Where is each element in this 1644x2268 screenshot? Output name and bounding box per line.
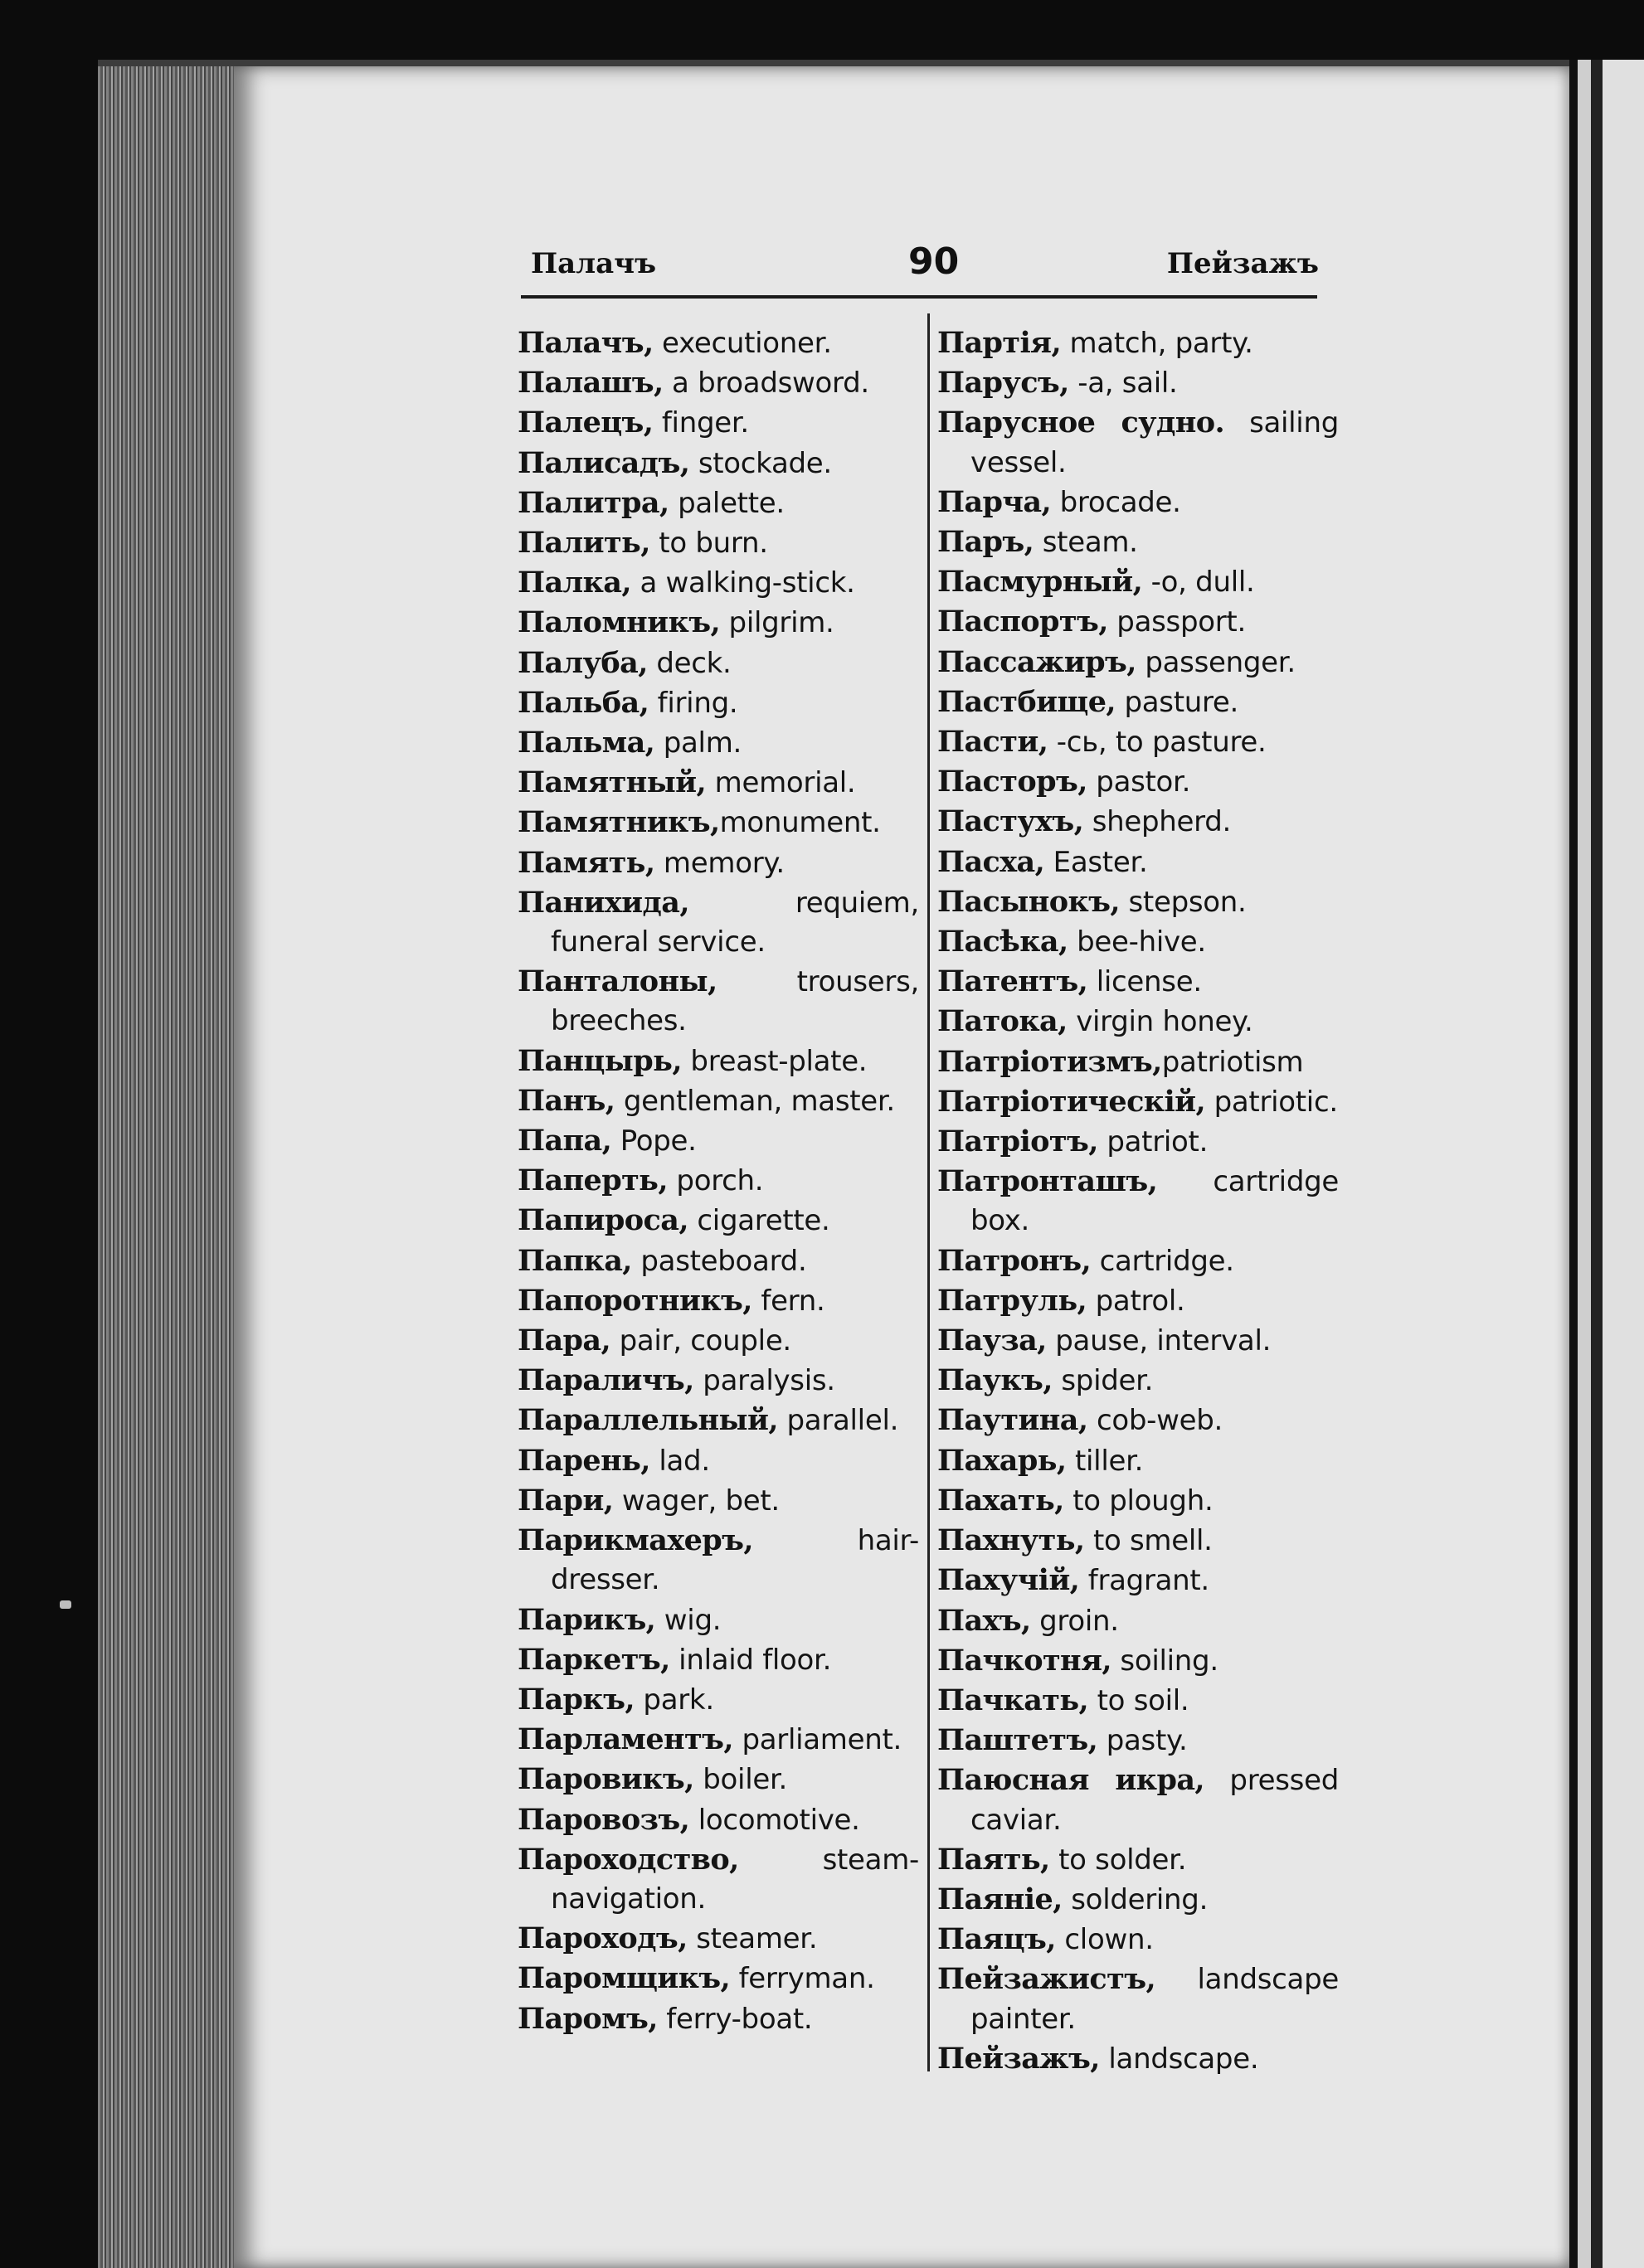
entry-headword: Памятный,: [518, 765, 707, 800]
dictionary-entry: [937, 1321, 1339, 1361]
dictionary-entry: [937, 1760, 1339, 1839]
dictionary-entry: [518, 1521, 919, 1600]
dictionary-entry: [518, 1161, 919, 1201]
entry-translation: bee-hive.: [1068, 925, 1206, 959]
entry-headword: Папироса,: [518, 1203, 688, 1238]
entry-headword: Патентъ,: [937, 964, 1088, 999]
dictionary-entry: [937, 1721, 1339, 1760]
entry-translation: ferryman.: [730, 1962, 875, 1996]
entry-headword: Палисадъ,: [518, 445, 690, 480]
entry-headword: Паромщикъ,: [518, 1961, 731, 1996]
dictionary-entry: [937, 1281, 1339, 1321]
dictionary-entry: [518, 643, 919, 683]
entry-translation: to soil.: [1088, 1683, 1189, 1717]
page-edges: [98, 66, 239, 2268]
dictionary-entry: [518, 403, 919, 443]
entry-translation: tiller.: [1066, 1444, 1144, 1478]
entry-translation: inlaid floor.: [669, 1643, 832, 1677]
entry-headword: Пасѣка,: [937, 925, 1068, 959]
entry-headword: Парень,: [518, 1443, 650, 1478]
dictionary-entry: [937, 1441, 1339, 1481]
dictionary-entry: [518, 1760, 919, 1799]
entry-headword: Пахъ,: [937, 1603, 1031, 1638]
entry-headword: Палитра,: [518, 485, 669, 520]
entry-translation: soldering.: [1062, 1882, 1209, 1916]
dictionary-entry: [937, 602, 1339, 642]
dictionary-entry: [937, 643, 1339, 682]
entry-translation: shepherd.: [1083, 805, 1232, 839]
entry-translation: palm.: [654, 726, 742, 760]
entry-headword: Парикмахеръ,: [518, 1523, 753, 1558]
dictionary-entry: [937, 1481, 1339, 1521]
entry-headword: Паяцъ,: [937, 1922, 1056, 1957]
entry-translation: to smell.: [1084, 1524, 1213, 1558]
entry-translation: memorial.: [706, 766, 856, 800]
dictionary-entry: [518, 1481, 919, 1521]
dictionary-entry: [518, 1840, 919, 1919]
dictionary-entry: [518, 1959, 919, 1998]
entry-headword: Пароходъ,: [518, 1921, 688, 1956]
entry-headword: Паштетъ,: [937, 1723, 1098, 1758]
dictionary-entry: [937, 882, 1339, 922]
entry-translation: stockade.: [689, 446, 832, 480]
entry-headword: Патріотъ,: [937, 1124, 1098, 1159]
dictionary-entry: [518, 883, 919, 962]
dictionary-entry: [937, 1920, 1339, 1960]
entry-translation: firing.: [649, 686, 738, 720]
entry-translation: fern.: [751, 1284, 825, 1318]
entry-headword: Пастухъ,: [937, 804, 1084, 839]
next-page-edge: [1569, 60, 1644, 2268]
entry-headword: Парусъ,: [937, 366, 1069, 401]
entry-headword: Паркъ,: [518, 1682, 635, 1717]
entry-headword: Папоротникъ,: [518, 1283, 752, 1318]
dictionary-entry: [937, 762, 1339, 802]
dictionary-entry: [518, 1361, 919, 1401]
entry-headword: Палачъ,: [518, 326, 654, 360]
dictionary-entry: [518, 1201, 919, 1241]
entry-translation: stepson.: [1120, 885, 1247, 919]
entry-headword: Пальма,: [518, 726, 655, 760]
header-right-guide-word: Пейзажъ: [1166, 247, 1319, 280]
entry-translation: steam.: [1034, 526, 1138, 560]
entry-headword: Пахарь,: [937, 1443, 1067, 1478]
dictionary-entry: [937, 483, 1339, 522]
column-divider: [927, 313, 930, 2071]
entry-translation: ferry-boat.: [657, 2002, 813, 2036]
dictionary-entry: [937, 1681, 1339, 1721]
entry-translation: pilgrim.: [720, 606, 834, 640]
entry-translation: a walking-stick.: [630, 566, 855, 600]
entry-translation: requiem, funeral service.: [551, 886, 919, 959]
dictionary-entry: [937, 722, 1339, 762]
entry-headword: Паукъ,: [937, 1363, 1053, 1398]
entry-headword: Партія,: [937, 326, 1062, 360]
entry-headword: Пасмурный,: [937, 565, 1143, 600]
header-rule: [521, 295, 1317, 299]
dictionary-entry: [937, 1082, 1339, 1122]
dictionary-entry: [518, 683, 919, 723]
entry-headword: Пачкать,: [937, 1683, 1089, 1717]
entry-translation: trousers, breeches.: [551, 965, 919, 1038]
entry-translation: pasteboard.: [631, 1244, 807, 1278]
dictionary-entry: [937, 1840, 1339, 1880]
dictionary-entry: [518, 1999, 919, 2039]
scan-speck: [60, 1600, 71, 1609]
entry-translation: cartridge box.: [970, 1165, 1339, 1238]
dictionary-entry: [518, 723, 919, 763]
entry-headword: Паперть,: [518, 1163, 668, 1198]
dictionary-entry: [937, 1241, 1339, 1281]
entry-translation: landscape.: [1099, 2042, 1259, 2076]
entry-headword: Палуба,: [518, 645, 648, 680]
dictionary-entry: [937, 1162, 1339, 1241]
entry-headword: Паломникъ,: [518, 605, 721, 640]
dictionary-entry: [518, 1720, 919, 1760]
entry-translation: pause, interval.: [1046, 1324, 1272, 1358]
entry-translation: memory.: [654, 846, 785, 880]
entry-headword: Памятникъ,: [518, 805, 720, 840]
entry-translation: to burn.: [649, 527, 768, 561]
entry-translation: parallel.: [778, 1404, 899, 1438]
entry-headword: Паркетъ,: [518, 1642, 670, 1677]
entry-translation: deck.: [647, 646, 732, 680]
dictionary-entry: [518, 323, 919, 363]
dictionary-entry: [518, 843, 919, 883]
entry-headword: Пахнуть,: [937, 1523, 1085, 1558]
dictionary-entry: [937, 1601, 1339, 1641]
entry-translation: -о, dull.: [1142, 566, 1255, 600]
entry-headword: Парча,: [937, 484, 1052, 519]
entry-headword: Параллельный,: [518, 1403, 778, 1438]
dictionary-entry: [937, 363, 1339, 403]
dictionary-entry: [518, 1680, 919, 1720]
dictionary-entry: [937, 1641, 1339, 1681]
entry-headword: Пейзажистъ,: [937, 1962, 1156, 1997]
entry-headword: Паять,: [937, 1842, 1050, 1877]
entry-translation: patriotic.: [1205, 1085, 1338, 1119]
entry-translation: groin.: [1030, 1604, 1119, 1638]
entry-headword: Патронташъ,: [937, 1164, 1158, 1199]
entry-headword: Панъ,: [518, 1083, 615, 1118]
entry-headword: Палить,: [518, 526, 650, 561]
entry-translation: steam-navigation.: [551, 1843, 919, 1916]
dictionary-entry: [518, 1800, 919, 1840]
entry-translation: -а, sail.: [1068, 367, 1178, 401]
entry-translation: wig.: [655, 1603, 722, 1637]
dictionary-entry: [518, 1321, 919, 1361]
entry-headword: Пароходство,: [518, 1842, 739, 1877]
entry-headword: Параличъ,: [518, 1363, 694, 1398]
entry-translation: monument.: [719, 806, 881, 840]
dictionary-entry: [518, 1241, 919, 1281]
entry-translation: boiler.: [693, 1763, 788, 1797]
entry-translation: patriot.: [1097, 1125, 1209, 1159]
entry-headword: Панталоны,: [518, 964, 717, 999]
entry-translation: park.: [634, 1683, 714, 1717]
entry-headword: Палашъ,: [518, 366, 664, 401]
page-number: 90: [908, 240, 960, 283]
entry-translation: locomotive.: [689, 1803, 860, 1837]
entry-translation: palette.: [669, 486, 785, 520]
entry-translation: porch.: [667, 1164, 764, 1198]
entry-translation: clown.: [1055, 1923, 1154, 1957]
dictionary-entry: [518, 1640, 919, 1680]
entry-headword: Пара,: [518, 1323, 611, 1358]
entry-headword: Паюсная икра,: [937, 1763, 1204, 1798]
dictionary-entry: [937, 1042, 1339, 1082]
entry-headword: Патріотическій,: [937, 1084, 1206, 1119]
dictionary-entry: [937, 2039, 1339, 2079]
dictionary-entry: [518, 1081, 919, 1121]
dictionary-entry: [937, 922, 1339, 962]
dictionary-entry: [937, 682, 1339, 722]
entry-translation: pasture.: [1115, 685, 1239, 719]
entry-headword: Паровикъ,: [518, 1762, 694, 1797]
entry-headword: Патронъ,: [937, 1243, 1092, 1278]
entry-translation: steamer.: [687, 1922, 818, 1956]
dictionary-entry: [937, 843, 1339, 882]
dictionary-entry: [518, 1919, 919, 1959]
dictionary-entry: [518, 1600, 919, 1640]
entry-headword: Пари,: [518, 1483, 614, 1518]
entry-translation: brocade.: [1051, 485, 1181, 519]
entry-headword: Пастбище,: [937, 684, 1116, 719]
dictionary-entry: [937, 962, 1339, 1002]
entry-translation: cigarette.: [688, 1204, 830, 1238]
dictionary-entry: [518, 962, 919, 1041]
entry-headword: Парламентъ,: [518, 1722, 733, 1757]
dictionary-entry: [937, 1361, 1339, 1401]
entry-translation: a broadsword.: [663, 367, 869, 401]
dictionary-entry: [518, 1121, 919, 1161]
entry-translation: spider.: [1052, 1364, 1154, 1398]
entry-headword: Патруль,: [937, 1283, 1087, 1318]
entry-translation: virgin honey.: [1067, 1005, 1253, 1039]
entry-headword: Паяніе,: [937, 1882, 1063, 1916]
dictionary-entry: [518, 483, 919, 523]
entry-headword: Патока,: [937, 1004, 1068, 1039]
dictionary-entry: [518, 523, 919, 563]
entry-translation: license.: [1087, 965, 1202, 999]
dictionary-entry: [937, 1521, 1339, 1561]
entry-translation: passport.: [1107, 605, 1246, 639]
entry-translation: landscape painter.: [970, 1963, 1339, 2036]
entry-headword: Парикъ,: [518, 1602, 656, 1637]
dictionary-entry: [937, 323, 1339, 363]
entry-translation: pressed caviar.: [970, 1764, 1339, 1837]
entry-translation: pair, couple.: [610, 1324, 791, 1358]
dictionary-entry: [518, 444, 919, 483]
dictionary-entry: [518, 1401, 919, 1440]
entry-translation: patrol.: [1087, 1284, 1185, 1318]
dictionary-entry: [518, 1441, 919, 1481]
entry-headword: Пауза,: [937, 1323, 1047, 1358]
entry-headword: Паспортъ,: [937, 605, 1108, 639]
dictionary-entry: [518, 1281, 919, 1321]
entry-headword: Пасторъ,: [937, 765, 1087, 799]
dictionary-entry: [937, 562, 1339, 602]
entry-translation: patriotism: [1161, 1045, 1304, 1079]
dictionary-entry: [518, 563, 919, 603]
entry-headword: Панихида,: [518, 885, 689, 920]
entry-translation: soiling.: [1111, 1644, 1218, 1678]
dictionary-entry: [937, 1960, 1339, 2038]
dictionary-entry: [518, 763, 919, 803]
dictionary-entry: [937, 1401, 1339, 1440]
entry-translation: match, party.: [1061, 327, 1253, 360]
entry-headword: Пальба,: [518, 685, 649, 720]
dictionary-entry: [937, 1002, 1339, 1042]
entry-headword: Паръ,: [937, 525, 1034, 560]
entry-translation: lad.: [649, 1444, 710, 1478]
dictionary-entry: [518, 363, 919, 403]
entry-translation: fragrant.: [1079, 1564, 1209, 1598]
entry-headword: Пачкотня,: [937, 1643, 1111, 1678]
entry-headword: Пахать,: [937, 1483, 1064, 1518]
entry-headword: Пейзажъ,: [937, 2041, 1100, 2076]
entry-translation: gentleman, master.: [615, 1084, 895, 1118]
entry-headword: Пасти,: [937, 725, 1048, 760]
entry-translation: pasty.: [1097, 1724, 1188, 1758]
dictionary-entry: [937, 1122, 1339, 1162]
entry-translation: wager, bet.: [613, 1484, 780, 1518]
left-column: [518, 323, 919, 2039]
entry-headword: Паровозъ,: [518, 1802, 690, 1837]
entry-translation: -сь, to pasture.: [1048, 726, 1267, 760]
header-left-guide-word: Палачъ: [531, 247, 657, 280]
right-column: [937, 323, 1339, 2079]
entry-headword: Патріотизмъ,: [937, 1044, 1162, 1079]
running-header: [531, 240, 1319, 290]
entry-translation: to plough.: [1063, 1484, 1214, 1518]
entry-translation: paralysis.: [693, 1364, 835, 1398]
entry-translation: to solder.: [1049, 1843, 1187, 1877]
dictionary-entry: [937, 403, 1339, 482]
entry-headword: Папа,: [518, 1124, 612, 1158]
entry-translation: hair-dresser.: [551, 1524, 919, 1597]
entry-headword: Папка,: [518, 1243, 632, 1278]
entry-headword: Пасынокъ,: [937, 884, 1120, 919]
dictionary-entry: [518, 1042, 919, 1081]
entry-headword: Пассажиръ,: [937, 644, 1136, 679]
entry-translation: Pope.: [611, 1124, 697, 1158]
entry-headword: Парусное судно.: [937, 406, 1225, 440]
entry-translation: cob-web.: [1087, 1404, 1223, 1438]
entry-translation: Easter.: [1044, 845, 1148, 879]
entry-translation: cartridge.: [1091, 1244, 1234, 1278]
entry-headword: Паутина,: [937, 1403, 1088, 1438]
entry-translation: passenger.: [1136, 645, 1296, 679]
dictionary-entry: [518, 803, 919, 843]
dictionary-entry: [937, 1880, 1339, 1920]
dictionary-entry: [518, 603, 919, 643]
entry-translation: executioner.: [653, 327, 832, 360]
entry-translation: breast-plate.: [681, 1044, 868, 1078]
entry-headword: Паромъ,: [518, 2001, 658, 2036]
entry-headword: Пасха,: [937, 844, 1045, 879]
entry-headword: Палецъ,: [518, 406, 654, 440]
entry-translation: finger.: [653, 406, 749, 440]
entry-translation: parliament.: [732, 1723, 902, 1757]
dictionary-entry: [937, 1561, 1339, 1600]
dictionary-entry: [937, 802, 1339, 842]
dictionary-entry: [937, 522, 1339, 562]
entry-translation: pastor.: [1087, 765, 1191, 799]
entry-headword: Панцырь,: [518, 1043, 682, 1078]
entry-headword: Палка,: [518, 566, 631, 600]
entry-headword: Память,: [518, 845, 655, 880]
entry-headword: Пахучій,: [937, 1563, 1080, 1598]
entry-translation: sailing vessel.: [970, 406, 1339, 479]
